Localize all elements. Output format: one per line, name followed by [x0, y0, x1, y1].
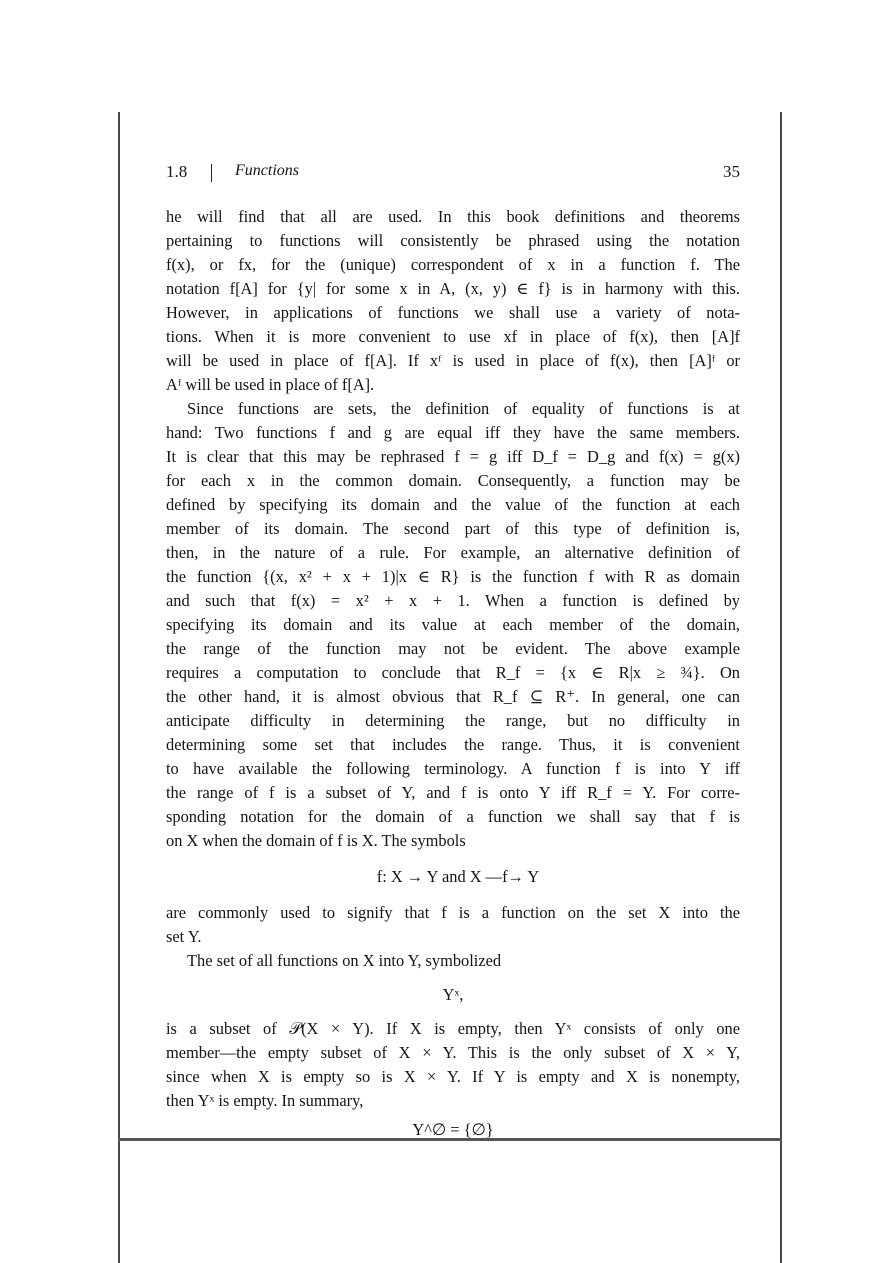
text-line: is a subset of 𝒫(X × Y). If X is empty, then Yˣ consists of only one	[166, 1019, 740, 1038]
text-line: he will find that all are used. In this book definitions and theorems	[166, 207, 740, 226]
text-line: the range of the function may not be evident. The above example	[166, 639, 740, 658]
page-border-left	[118, 112, 120, 1263]
text-line: specifying its domain and its value at each member of the domain,	[166, 615, 740, 634]
running-header	[166, 162, 740, 188]
text-line: pertaining to functions will consistently be phrased using the notation	[166, 231, 740, 250]
text-line: The set of all functions on X into Y, symbolized	[187, 951, 502, 970]
text-line: for each x in the common domain. Consequently, a function may be	[166, 471, 740, 490]
text-line: on X when the domain of f is X. The symbols	[166, 831, 466, 850]
display-formula-mapping: f: X → Y and X —f→ Y	[376, 867, 540, 886]
paragraph-4	[166, 949, 740, 973]
paragraph-5	[166, 1017, 740, 1113]
paragraph-1	[166, 205, 740, 397]
text-line: defined by specifying its domain and the value of the function at each	[166, 495, 740, 514]
text-line: tions. When it is more convenient to use xf in place of f(x), then [A]f	[166, 327, 740, 346]
text-line: the other hand, it is almost obvious that R_f ⊆ R⁺. In general, one can	[166, 687, 740, 706]
text-line: However, in applications of functions we shall use a variety of nota-	[166, 303, 740, 322]
paragraph-3	[166, 901, 740, 949]
text-line: Aᶠ will be used in place of f[A].	[166, 375, 375, 394]
text-line: set Y.	[166, 927, 202, 946]
text-line: the range of f is a subset of Y, and f is onto Y iff R_f = Y. For corre-	[166, 783, 740, 802]
text-line: are commonly used to signify that f is a function on the set X into the	[166, 903, 740, 922]
text-line: notation f[A] for {y| for some x in A, (x, y) ∈ f} is in harmony with this.	[166, 279, 740, 298]
text-line: f(x), or fx, for the (unique) correspondent of x in a function f. The	[166, 255, 740, 274]
text-line: to have available the following terminology. A function f is into Y iff	[166, 759, 740, 778]
header-divider	[211, 164, 212, 182]
text-line: and such that f(x) = x² + x + 1. When a function is defined by	[166, 591, 740, 610]
page-border-right	[780, 112, 782, 1263]
page-number: 35	[723, 162, 740, 181]
display-formula-empty-exponent: Y^∅ = {∅}	[412, 1120, 494, 1139]
text-line: member of its domain. The second part of this type of definition is,	[166, 519, 740, 538]
section-title: Functions	[235, 162, 299, 179]
text-line: It is clear that this may be rephrased f = g iff D_f = D_g and f(x) = g(x)	[166, 447, 740, 466]
text-line: member—the empty subset of X × Y. This is the only subset of X × Y,	[166, 1043, 740, 1062]
text-line: the function {(x, x² + x + 1)|x ∈ R} is the function f with R as domain	[166, 567, 740, 586]
text-line: determining some set that includes the range. Thus, it is convenient	[166, 735, 740, 754]
text-line: anticipate difficulty in determining the range, but no difficulty in	[166, 711, 740, 730]
text-line: since when X is empty so is X × Y. If Y is empty and X is nonempty,	[166, 1067, 740, 1086]
paragraph-2	[166, 397, 740, 853]
text-line: then, in the nature of a rule. For example, an alternative definition of	[166, 543, 740, 562]
text-line: sponding notation for the domain of a function we shall say that f is	[166, 807, 740, 826]
text-line: hand: Two functions f and g are equal iff they have the same members.	[166, 423, 740, 442]
section-number: 1.8	[166, 162, 188, 181]
page-body	[166, 205, 740, 1143]
text-line: then Yˣ is empty. In summary,	[166, 1091, 364, 1110]
display-formula-function-set: Yˣ,	[442, 985, 464, 1004]
text-line: Since functions are sets, the definition of equality of functions is at	[187, 399, 740, 418]
text-line: requires a computation to conclude that R_f = {x ∈ R|x ≥ ¾}. On	[166, 663, 740, 682]
text-line: will be used in place of f[A]. If xᶠ is used in place of f(x), then [A]ᶠ or	[166, 351, 740, 370]
